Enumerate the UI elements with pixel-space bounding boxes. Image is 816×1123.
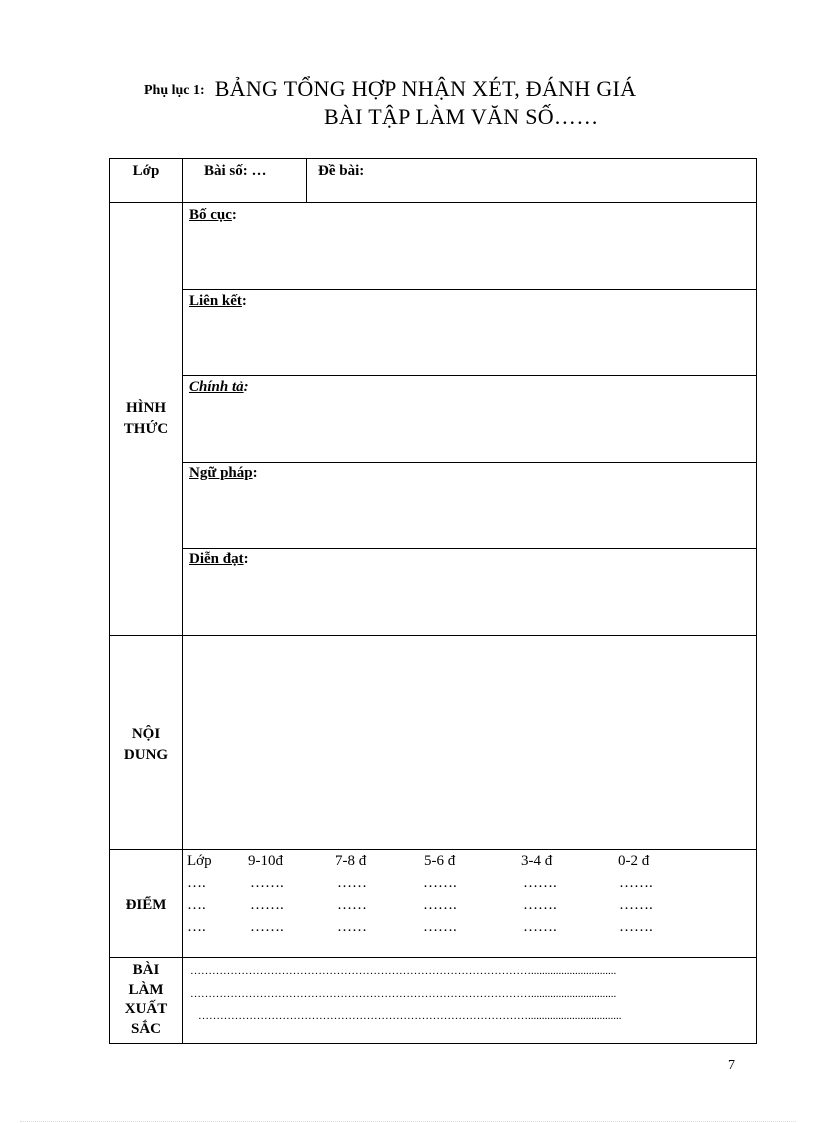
page-number: 7	[728, 1058, 735, 1073]
row-divider	[110, 957, 756, 958]
page-bottom-rule	[20, 1121, 796, 1122]
layout-field-label: Bố cục:	[189, 207, 237, 223]
score-cell: …….	[423, 875, 457, 891]
score-cell: ……	[337, 919, 367, 935]
score-cell: …….	[250, 897, 284, 913]
column-divider	[182, 159, 183, 1043]
form-section-label: HÌNH THỨC	[123, 400, 169, 437]
score-header-7-8: 7-8 đ	[335, 853, 367, 869]
excellent-work-label: BÀI LÀM XUẤT SẮC	[124, 962, 168, 1037]
score-cell: ….	[187, 875, 206, 891]
cohesion-field-label: Liên kết:	[189, 293, 247, 309]
content-section-label: NỘI DUNG	[123, 726, 169, 763]
score-header-0-2: 0-2 đ	[618, 853, 650, 869]
row-divider	[182, 289, 756, 290]
expression-field-label: Diễn đạt:	[189, 551, 249, 567]
score-cell: …….	[523, 875, 557, 891]
score-section-label: ĐIỂM	[125, 897, 167, 913]
column-divider	[306, 159, 307, 202]
class-header: Lớp	[132, 163, 160, 179]
score-header-class: Lớp	[187, 853, 212, 869]
grammar-field-label: Ngữ pháp:	[189, 465, 258, 481]
essay-number-header: Bài số: …	[204, 163, 267, 179]
title-line-2: BÀI TẬP LÀM VĂN SỐ……	[324, 104, 599, 129]
score-header-3-4: 3-4 đ	[521, 853, 553, 869]
score-cell: …….	[619, 919, 653, 935]
topic-header: Đề bài:	[318, 163, 365, 179]
title-line-1: BẢNG TỔNG HỢP NHẬN XÉT, ĐÁNH GIÁ	[214, 76, 637, 101]
score-cell: …….	[523, 919, 557, 935]
score-cell: …….	[250, 875, 284, 891]
dotted-line: …………………………………………………………………………………...............................	[190, 988, 617, 1000]
score-header-9-10: 9-10đ	[248, 853, 283, 869]
score-header-5-6: 5-6 đ	[424, 853, 456, 869]
score-cell: ….	[187, 919, 206, 935]
score-cell: ……	[337, 897, 367, 913]
dotted-line: ………………………………………………………………………………..................................	[198, 1010, 622, 1022]
score-cell: …….	[619, 875, 653, 891]
score-cell: …….	[619, 897, 653, 913]
row-divider	[110, 202, 756, 203]
score-cell: ….	[187, 897, 206, 913]
score-cell: …….	[523, 897, 557, 913]
score-cell: …….	[423, 897, 457, 913]
row-divider	[182, 462, 756, 463]
row-divider	[182, 375, 756, 376]
row-divider	[182, 548, 756, 549]
spelling-field-label: Chính tả:	[189, 379, 249, 395]
score-cell: …….	[250, 919, 284, 935]
score-cell: …….	[423, 919, 457, 935]
row-divider	[110, 635, 756, 636]
evaluation-table	[109, 158, 757, 1044]
appendix-label: Phụ lục 1:	[144, 83, 205, 98]
score-cell: ……	[337, 875, 367, 891]
dotted-line: …………………………………………………………………………………...............................	[190, 965, 617, 977]
row-divider	[110, 849, 756, 850]
